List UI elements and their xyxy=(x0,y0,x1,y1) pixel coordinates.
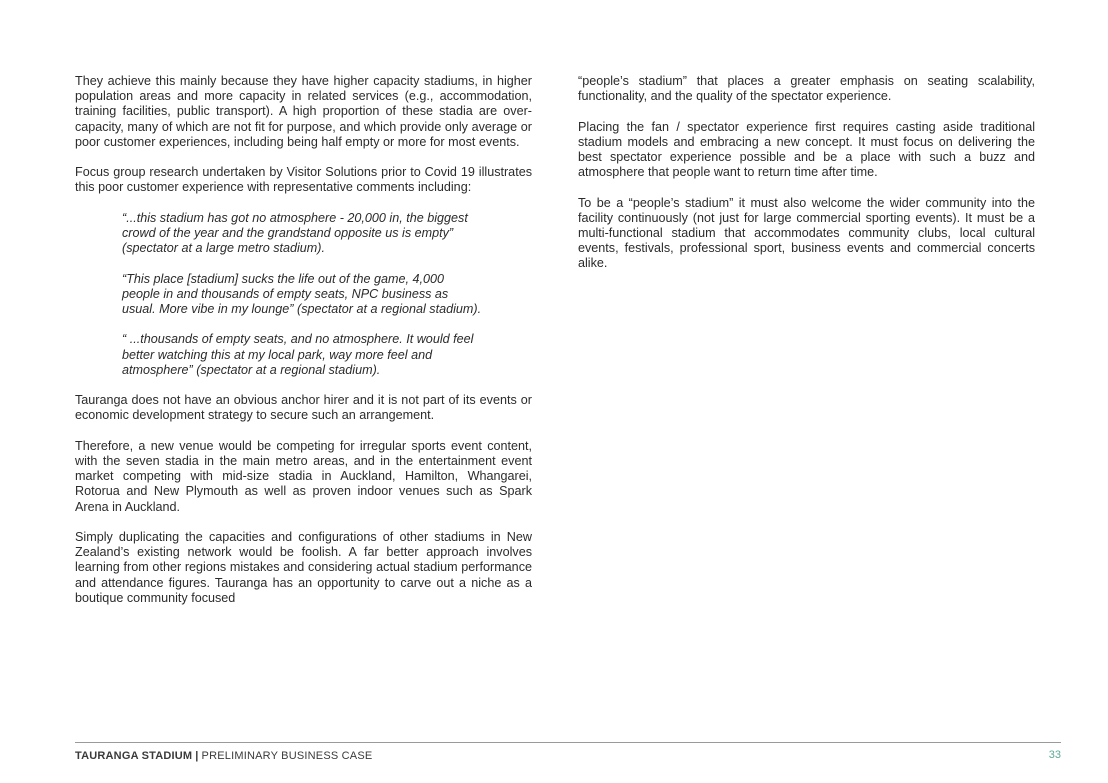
body-paragraph: They achieve this mainly because they have higher capacity stadiums, in higher population areas and more capacity in related services (e.g., accommodation, training facilities, public transport). A high proportion of these stadia are over-capacity, many of which are not fit for purpose, and which provide only average or poor customer experiences, including being half empty or more for most events. xyxy=(75,74,532,149)
footer-title-separator: | xyxy=(195,750,199,762)
body-paragraph: Tauranga does not have an obvious anchor hirer and it is not part of its events or economic development strategy to secure such an arrangement. xyxy=(75,393,532,423)
body-paragraph: Simply duplicating the capacities and configurations of other stadiums in New Zealand’s existing network would be foolish. A far better approach involves learning from other regions mistakes and considering actual stadium performance and attendance figures. Tauranga has an opportunity to carve out a niche as a boutique community focused xyxy=(75,529,532,605)
body-paragraph: To be a “people’s stadium” it must also welcome the wider community into the facility continuously (not just for large commercial sporting events). It must be a multi-functional stadium that accommodates community clubs, local cultural events, festivals, professional sport, business events and commercial concerts alike. xyxy=(578,195,1035,271)
left-column xyxy=(75,74,532,621)
page-number: 33 xyxy=(1048,749,1061,761)
quote-paragraph: “...this stadium has got no atmosphere - 20,000 in, the biggest crowd of the year and the grandstand opposite us is empty” (spectator at a large metro stadium). xyxy=(122,210,468,256)
quote-paragraph: “ ...thousands of empty seats, and no atmosphere. It would feel better watching this at my local park, way more feel and atmosphere” (spectator at a regional stadium). xyxy=(122,332,474,377)
footer-title-rest: PRELIMINARY BUSINESS CASE xyxy=(201,750,373,762)
footer-document-title xyxy=(75,749,372,763)
body-paragraph: “people’s stadium” that places a greater emphasis on seating scalability, functionality, and the quality of the spectator experience. xyxy=(578,74,1035,104)
body-paragraph: Placing the fan / spectator experience first requires casting aside traditional stadium models and embracing a new concept. It must focus on delivering the best spectator experience possible and be a place with such a buzz and atmosphere that people want to return time after time. xyxy=(578,119,1035,180)
footer-divider xyxy=(75,742,1061,743)
body-paragraph: Focus group research undertaken by Visitor Solutions prior to Covid 19 illustrates this poor customer experience with representative comments including: xyxy=(75,165,532,195)
footer-title-strong: TAURANGA STADIUM xyxy=(75,750,193,762)
body-paragraph: Therefore, a new venue would be competing for irregular sports event content, with the seven stadia in the main metro areas, and in the entertainment event market competing with mid-size stadia in Auckland, Hamilton, Whangarei, Rotorua and New Plymouth as well as proven indoor venues such as Spark Arena in Auckland. xyxy=(75,438,532,514)
quote-paragraph: “This place [stadium] sucks the life out of the game, 4,000 people in and thousands of empty seats, NPC business as usual. More vibe in my lounge” (spectator at a regional stadium). xyxy=(122,271,482,316)
right-column xyxy=(578,74,1035,287)
